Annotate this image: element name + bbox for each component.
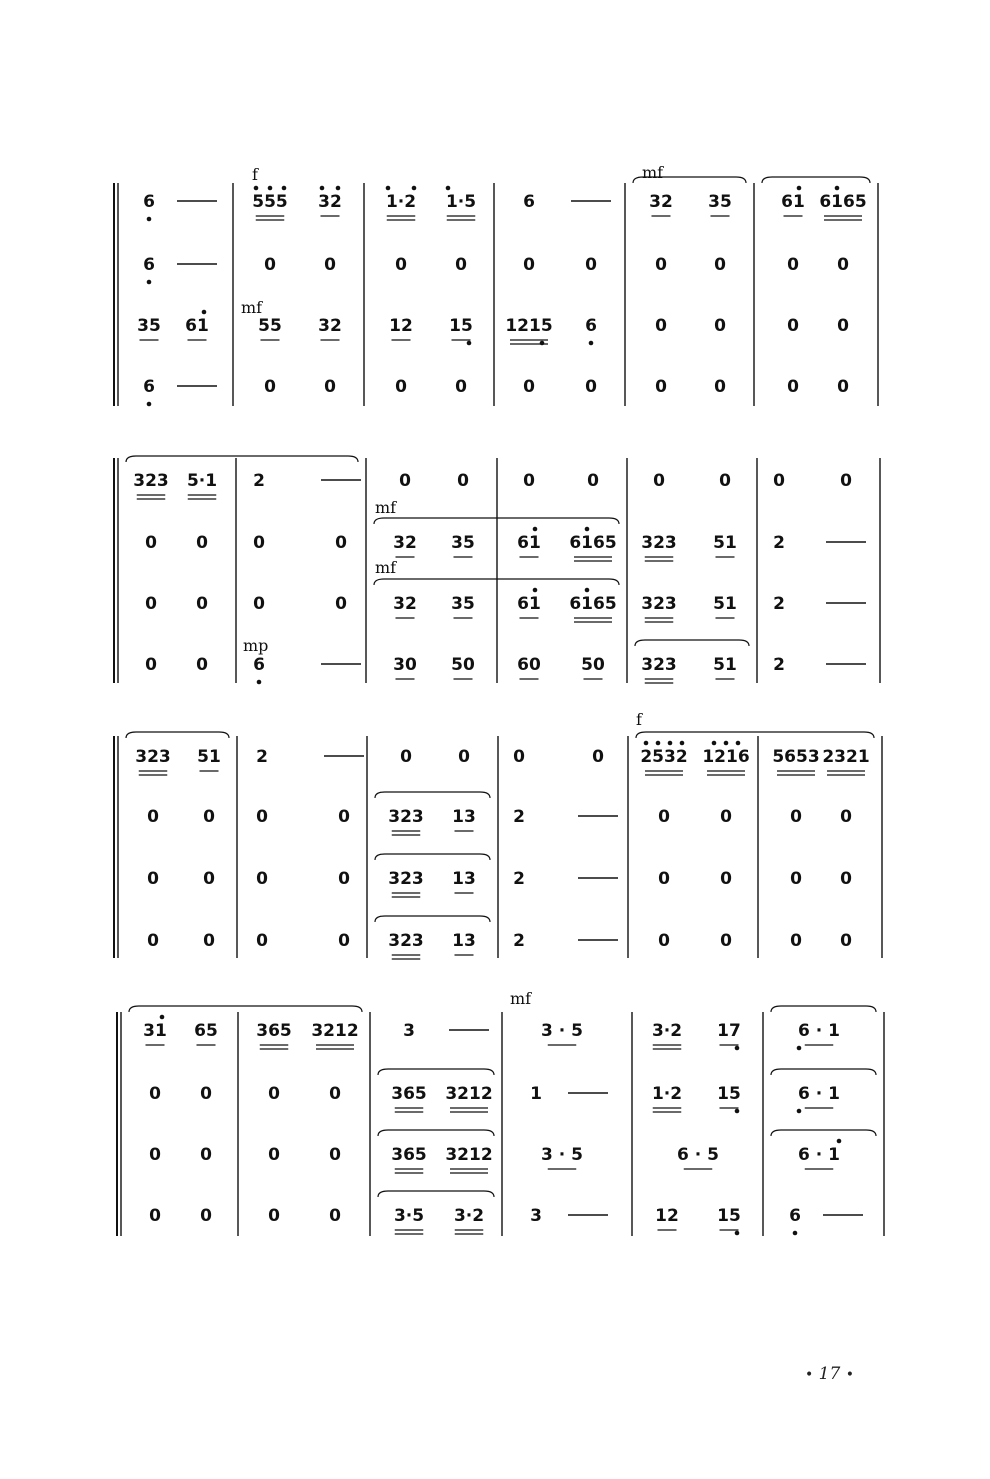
system-1-staff-3-bar-3-note-1: 12 xyxy=(389,316,413,336)
page-number-value: 17 xyxy=(818,1364,841,1384)
system-1-staff-4-bar-6-note-1: 0 xyxy=(787,377,799,397)
system-2-staff-2-bar-6-note-1: 2 xyxy=(773,533,785,553)
system-1-dynamic-1: f xyxy=(252,165,258,184)
octave-dot-30 xyxy=(160,1015,165,1020)
slur-17 xyxy=(771,1130,876,1136)
system-4-staff-2-bar-3-note-1: 365 xyxy=(391,1084,427,1104)
system-2-dynamic-3: mp xyxy=(243,636,269,655)
slur-13 xyxy=(771,1006,876,1012)
system-2-staff-1-bar-6-note-2: 0 xyxy=(840,471,852,491)
system-3-staff-3-bar-1-note-1: 0 xyxy=(147,869,159,889)
system-1-staff-4-bar-5-note-2: 0 xyxy=(714,377,726,397)
system-1-staff-4-bar-4-note-1: 0 xyxy=(523,377,535,397)
system-3-staff-4-bar-2-note-1: 0 xyxy=(256,931,268,951)
octave-dot-13 xyxy=(835,186,840,191)
system-1-staff-1-bar-1-note-1: 6 xyxy=(143,192,155,212)
system-3-staff-3-bar-1-note-2: 0 xyxy=(203,869,215,889)
system-2-staff-3-bar-5-note-1: 323 xyxy=(641,594,677,614)
system-1-staff-2-bar-1-note-1: 6 xyxy=(143,255,155,275)
octave-dot-19 xyxy=(585,527,590,532)
system-3-staff-3-bar-2-note-2: 0 xyxy=(338,869,350,889)
system-4-staff-4-bar-1-note-1: 0 xyxy=(149,1206,161,1226)
system-3-staff-1-bar-3-note-2: 0 xyxy=(458,747,470,767)
system-4-staff-1-bar-3-note-1: 3 xyxy=(403,1021,415,1041)
octave-dot-14 xyxy=(202,310,207,315)
system-1-staff-2-bar-3-note-1: 0 xyxy=(395,255,407,275)
system-1-staff-4-bar-3-note-2: 0 xyxy=(455,377,467,397)
system-2-staff-1-bar-4-note-2: 0 xyxy=(587,471,599,491)
octave-dot-5 xyxy=(268,186,273,191)
system-4-staff-2-bar-3-note-2: 3212 xyxy=(445,1084,493,1104)
system-3-staff-4-bar-2-note-2: 0 xyxy=(338,931,350,951)
octave-dot-36 xyxy=(735,1231,740,1236)
system-2-staff-4-bar-6-note-1: 2 xyxy=(773,655,785,675)
system-3-staff-4-bar-6-note-1: 0 xyxy=(790,931,802,951)
system-3-staff-2-bar-2-note-1: 0 xyxy=(256,807,268,827)
system-1-staff-2-bar-6-note-1: 0 xyxy=(787,255,799,275)
octave-dot-15 xyxy=(467,341,472,346)
system-1-staff-2-bar-2-note-2: 0 xyxy=(324,255,336,275)
system-4-staff-4-bar-2-note-2: 0 xyxy=(329,1206,341,1226)
system-2-staff-4-bar-5-note-1: 323 xyxy=(641,655,677,675)
system-3-staff-2-bar-2-note-2: 0 xyxy=(338,807,350,827)
system-1-staff-3-bar-2-note-2: 32 xyxy=(318,316,342,336)
system-3-staff-3-bar-6-note-1: 0 xyxy=(790,869,802,889)
system-2-staff-3-bar-3-note-1: 32 xyxy=(393,594,417,614)
octave-dot-18 xyxy=(533,527,538,532)
system-4-staff-3-bar-2-note-2: 0 xyxy=(329,1145,341,1165)
system-2-staff-3-bar-6-note-1: 2 xyxy=(773,594,785,614)
system-4-staff-2-bar-1-note-2: 0 xyxy=(200,1084,212,1104)
octave-dot-21 xyxy=(585,588,590,593)
system-2-staff-1-bar-1-note-2: 5·1 xyxy=(186,471,218,491)
octave-dot-31 xyxy=(797,1046,802,1051)
system-2-staff-2-bar-1-note-2: 0 xyxy=(196,533,208,553)
system-4-staff-3-bar-1-note-2: 0 xyxy=(200,1145,212,1165)
system-3-staff-4-bar-5-note-2: 0 xyxy=(720,931,732,951)
system-4-staff-4-bar-5-note-2: 15 xyxy=(717,1206,741,1226)
octave-dot-3 xyxy=(147,402,152,407)
system-2-staff-3-bar-1-note-1: 0 xyxy=(145,594,157,614)
octave-dot-9 xyxy=(386,186,391,191)
slur-8 xyxy=(636,732,874,738)
system-1-staff-1-bar-5-note-2: 35 xyxy=(708,192,732,212)
system-2-staff-2-bar-3-note-2: 35 xyxy=(451,533,475,553)
system-4-staff-4-bar-5-note-1: 12 xyxy=(655,1206,679,1226)
system-4-staff-4-bar-3-note-1: 3·5 xyxy=(393,1206,425,1226)
system-1-dynamic-3: mf xyxy=(241,298,263,317)
system-3-staff-3-bar-6-note-2: 0 xyxy=(840,869,852,889)
octave-dot-12 xyxy=(797,186,802,191)
system-3-staff-2-bar-1-note-2: 0 xyxy=(203,807,215,827)
system-4-staff-1-bar-4-note-1: 3 · 5 xyxy=(541,1021,583,1041)
system-4-staff-1-bar-6-note-1: 6 · 1 xyxy=(798,1021,840,1041)
system-3-staff-4-bar-4-note-1: 2 xyxy=(513,931,525,951)
system-1-staff-1-bar-3-note-1: 1·2 xyxy=(385,192,417,212)
system-4-staff-3-bar-5-note-1: 6 · 5 xyxy=(677,1145,719,1165)
system-2-staff-1-bar-3-note-2: 0 xyxy=(457,471,469,491)
octave-dot-20 xyxy=(533,588,538,593)
system-2-staff-2-bar-2-note-2: 0 xyxy=(335,533,347,553)
octave-dot-10 xyxy=(412,186,417,191)
system-2-staff-1-bar-1-note-1: 323 xyxy=(133,471,169,491)
slur-6 xyxy=(635,640,749,646)
system-1-staff-3-bar-4-note-1: 1215 xyxy=(505,316,553,336)
system-2-staff-3-bar-5-note-2: 51 xyxy=(713,594,737,614)
octave-dot-34 xyxy=(797,1109,802,1114)
system-2-staff-4-bar-3-note-2: 50 xyxy=(451,655,475,675)
system-1-staff-3-bar-4-note-2: 6 xyxy=(585,316,597,336)
slur-18 xyxy=(378,1191,494,1197)
system-2-staff-3-bar-1-note-2: 0 xyxy=(196,594,208,614)
system-4-staff-1-bar-5-note-2: 17 xyxy=(717,1021,741,1041)
system-2-staff-1-bar-3-note-1: 0 xyxy=(399,471,411,491)
system-2-dynamic-1: mf xyxy=(375,498,397,517)
system-2-staff-4-bar-4-note-1: 60 xyxy=(517,655,541,675)
system-3-staff-4-bar-1-note-2: 0 xyxy=(203,931,215,951)
system-1-staff-3-bar-5-note-1: 0 xyxy=(655,316,667,336)
system-4-staff-3-bar-6-note-1: 6 · 1 xyxy=(798,1145,840,1165)
system-3-staff-3-bar-5-note-2: 0 xyxy=(720,869,732,889)
system-1-staff-2-bar-4-note-1: 0 xyxy=(523,255,535,275)
system-3-staff-3-bar-3-note-2: 13 xyxy=(452,869,476,889)
system-2-staff-1-bar-5-note-1: 0 xyxy=(653,471,665,491)
system-3-staff-3-bar-3-note-1: 323 xyxy=(388,869,424,889)
slur-14 xyxy=(378,1069,494,1075)
system-2-staff-4-bar-3-note-1: 30 xyxy=(393,655,417,675)
system-1-staff-2-bar-4-note-2: 0 xyxy=(585,255,597,275)
system-1-staff-3-bar-1-note-2: 61 xyxy=(185,316,209,336)
system-3-staff-2-bar-1-note-1: 0 xyxy=(147,807,159,827)
slur-12 xyxy=(129,1006,362,1012)
system-1-staff-2-bar-2-note-1: 0 xyxy=(264,255,276,275)
system-2-staff-3-bar-2-note-1: 0 xyxy=(253,594,265,614)
octave-dot-22 xyxy=(257,680,262,685)
page-number-dot-left: • xyxy=(805,1367,814,1383)
octave-dot-25 xyxy=(668,741,673,746)
system-4-staff-2-bar-1-note-1: 0 xyxy=(149,1084,161,1104)
system-3-staff-1-bar-1-note-2: 51 xyxy=(197,747,221,767)
system-2-staff-4-bar-1-note-1: 0 xyxy=(145,655,157,675)
system-1-staff-2-bar-6-note-2: 0 xyxy=(837,255,849,275)
system-3-staff-4-bar-3-note-2: 13 xyxy=(452,931,476,951)
system-1-staff-3-bar-5-note-2: 0 xyxy=(714,316,726,336)
page-number-dot-right: • xyxy=(845,1367,854,1383)
system-1-staff-2-bar-3-note-2: 0 xyxy=(455,255,467,275)
system-3-staff-1-bar-2-note-1: 2 xyxy=(256,747,268,767)
system-3-dynamic-1: f xyxy=(636,710,642,729)
system-4-staff-3-bar-3-note-2: 3212 xyxy=(445,1145,493,1165)
system-4-staff-2-bar-4-note-1: 1 xyxy=(530,1084,542,1104)
octave-dot-33 xyxy=(735,1109,740,1114)
system-2-staff-4-bar-5-note-2: 51 xyxy=(713,655,737,675)
system-1-staff-4-bar-6-note-2: 0 xyxy=(837,377,849,397)
system-3-staff-4-bar-1-note-1: 0 xyxy=(147,931,159,951)
system-4-staff-2-bar-6-note-1: 6 · 1 xyxy=(798,1084,840,1104)
system-3-staff-4-bar-5-note-1: 0 xyxy=(658,931,670,951)
system-4-staff-2-bar-2-note-1: 0 xyxy=(268,1084,280,1104)
system-4-staff-4-bar-3-note-2: 3·2 xyxy=(453,1206,485,1226)
system-2-staff-1-bar-5-note-2: 0 xyxy=(719,471,731,491)
system-2-staff-3-bar-3-note-2: 35 xyxy=(451,594,475,614)
system-3-staff-3-bar-5-note-1: 0 xyxy=(658,869,670,889)
slur-1 xyxy=(762,177,870,183)
system-3-staff-1-bar-1-note-1: 323 xyxy=(135,747,171,767)
system-1-dynamic-2: mf xyxy=(642,163,664,182)
system-4-staff-4-bar-1-note-2: 0 xyxy=(200,1206,212,1226)
octave-dot-29 xyxy=(736,741,741,746)
system-2-staff-2-bar-3-note-1: 32 xyxy=(393,533,417,553)
system-4-staff-1-bar-1-note-1: 31 xyxy=(143,1021,167,1041)
system-1-staff-1-bar-6-note-1: 61 xyxy=(781,192,805,212)
octave-dot-2 xyxy=(147,280,152,285)
system-3-staff-1-bar-5-note-1: 2532 xyxy=(640,747,688,767)
octave-dot-35 xyxy=(837,1139,842,1144)
system-4-staff-1-bar-1-note-2: 65 xyxy=(194,1021,218,1041)
system-4-staff-3-bar-3-note-1: 365 xyxy=(391,1145,427,1165)
octave-dot-23 xyxy=(644,741,649,746)
system-1-staff-4-bar-4-note-2: 0 xyxy=(585,377,597,397)
system-3-staff-4-bar-3-note-1: 323 xyxy=(388,931,424,951)
system-1-staff-3-bar-6-note-1: 0 xyxy=(787,316,799,336)
system-2-staff-1-bar-6-note-1: 0 xyxy=(773,471,785,491)
system-2-staff-1-bar-2-note-1: 2 xyxy=(253,471,265,491)
system-3-staff-2-bar-3-note-2: 13 xyxy=(452,807,476,827)
system-1-staff-3-bar-6-note-2: 0 xyxy=(837,316,849,336)
system-4-staff-1-bar-5-note-1: 3·2 xyxy=(651,1021,683,1041)
octave-dot-27 xyxy=(712,741,717,746)
system-1-staff-1-bar-3-note-2: 1·5 xyxy=(445,192,477,212)
system-2-staff-1-bar-4-note-1: 0 xyxy=(523,471,535,491)
octave-dot-1 xyxy=(147,217,152,222)
system-4-staff-2-bar-5-note-1: 1·2 xyxy=(651,1084,683,1104)
system-1-staff-4-bar-2-note-2: 0 xyxy=(324,377,336,397)
system-4-staff-4-bar-2-note-1: 0 xyxy=(268,1206,280,1226)
system-3-staff-2-bar-5-note-2: 0 xyxy=(720,807,732,827)
system-4-staff-1-bar-2-note-2: 3212 xyxy=(311,1021,359,1041)
octave-dot-6 xyxy=(282,186,287,191)
octave-dot-8 xyxy=(336,186,341,191)
system-2-staff-2-bar-5-note-2: 51 xyxy=(713,533,737,553)
octave-dot-26 xyxy=(680,741,685,746)
system-1-staff-4-bar-1-note-1: 6 xyxy=(143,377,155,397)
system-2-staff-4-bar-2-note-1: 6 xyxy=(253,655,265,675)
system-2-dynamic-2: mf xyxy=(375,558,397,577)
system-1-staff-1-bar-2-note-1: 555 xyxy=(252,192,288,212)
system-4-staff-3-bar-4-note-1: 3 · 5 xyxy=(541,1145,583,1165)
system-3-staff-2-bar-6-note-2: 0 xyxy=(840,807,852,827)
system-2-staff-2-bar-2-note-1: 0 xyxy=(253,533,265,553)
system-2-staff-3-bar-4-note-2: 6165 xyxy=(569,594,617,614)
octave-dot-17 xyxy=(589,341,594,346)
system-4-staff-1-bar-2-note-1: 365 xyxy=(256,1021,292,1041)
system-4-dynamic-1: mf xyxy=(510,989,532,1008)
system-1-staff-2-bar-5-note-1: 0 xyxy=(655,255,667,275)
system-3-staff-3-bar-2-note-1: 0 xyxy=(256,869,268,889)
system-3-staff-4-bar-6-note-2: 0 xyxy=(840,931,852,951)
octave-dot-4 xyxy=(254,186,259,191)
octave-dot-16 xyxy=(540,341,545,346)
system-1-staff-4-bar-2-note-1: 0 xyxy=(264,377,276,397)
system-4-staff-4-bar-4-note-1: 3 xyxy=(530,1206,542,1226)
system-1-staff-1-bar-5-note-1: 32 xyxy=(649,192,673,212)
system-2-staff-2-bar-5-note-1: 323 xyxy=(641,533,677,553)
slur-15 xyxy=(771,1069,876,1075)
system-4-staff-3-bar-1-note-1: 0 xyxy=(149,1145,161,1165)
system-4-staff-4-bar-6-note-1: 6 xyxy=(789,1206,801,1226)
slur-11 xyxy=(375,916,490,922)
system-4-staff-3-bar-2-note-1: 0 xyxy=(268,1145,280,1165)
system-2-staff-4-bar-1-note-2: 0 xyxy=(196,655,208,675)
system-1-staff-4-bar-3-note-1: 0 xyxy=(395,377,407,397)
system-3-staff-1-bar-4-note-1: 0 xyxy=(513,747,525,767)
system-2-staff-4-bar-4-note-2: 50 xyxy=(581,655,605,675)
system-3-staff-1-bar-3-note-1: 0 xyxy=(400,747,412,767)
slur-10 xyxy=(375,854,490,860)
octave-dot-37 xyxy=(793,1231,798,1236)
system-3-staff-1-bar-4-note-2: 0 xyxy=(592,747,604,767)
system-1-staff-1-bar-6-note-2: 6165 xyxy=(819,192,867,212)
system-3-staff-1-bar-6-note-2: 2321 xyxy=(822,747,870,767)
system-4-staff-2-bar-5-note-2: 15 xyxy=(717,1084,741,1104)
system-3-staff-1-bar-5-note-2: 1216 xyxy=(702,747,750,767)
system-3-staff-3-bar-4-note-1: 2 xyxy=(513,869,525,889)
system-3-staff-2-bar-4-note-1: 2 xyxy=(513,807,525,827)
slur-3 xyxy=(126,456,358,462)
slur-9 xyxy=(375,792,490,798)
system-1-staff-4-bar-5-note-1: 0 xyxy=(655,377,667,397)
octave-dot-11 xyxy=(446,186,451,191)
system-1-staff-1-bar-4-note-1: 6 xyxy=(523,192,535,212)
system-2-staff-3-bar-4-note-1: 61 xyxy=(517,594,541,614)
system-4-staff-2-bar-2-note-2: 0 xyxy=(329,1084,341,1104)
octave-dot-32 xyxy=(735,1046,740,1051)
octave-dot-24 xyxy=(656,741,661,746)
octave-dot-28 xyxy=(724,741,729,746)
octave-dot-7 xyxy=(320,186,325,191)
system-1-staff-2-bar-5-note-2: 0 xyxy=(714,255,726,275)
system-2-staff-2-bar-4-note-2: 6165 xyxy=(569,533,617,553)
system-2-staff-2-bar-4-note-1: 61 xyxy=(517,533,541,553)
system-3-staff-2-bar-5-note-1: 0 xyxy=(658,807,670,827)
system-3-staff-2-bar-3-note-1: 323 xyxy=(388,807,424,827)
system-3-staff-1-bar-6-note-1: 5653 xyxy=(772,747,820,767)
system-2-staff-2-bar-1-note-1: 0 xyxy=(145,533,157,553)
page-number xyxy=(805,1364,865,1384)
system-3-staff-2-bar-6-note-1: 0 xyxy=(790,807,802,827)
system-2-staff-3-bar-2-note-2: 0 xyxy=(335,594,347,614)
system-1-staff-3-bar-1-note-1: 35 xyxy=(137,316,161,336)
slur-7 xyxy=(126,732,229,738)
system-1-staff-3-bar-2-note-1: 55 xyxy=(258,316,282,336)
system-1-staff-3-bar-3-note-2: 15 xyxy=(449,316,473,336)
slur-16 xyxy=(378,1130,494,1136)
system-1-staff-1-bar-2-note-2: 32 xyxy=(318,192,342,212)
